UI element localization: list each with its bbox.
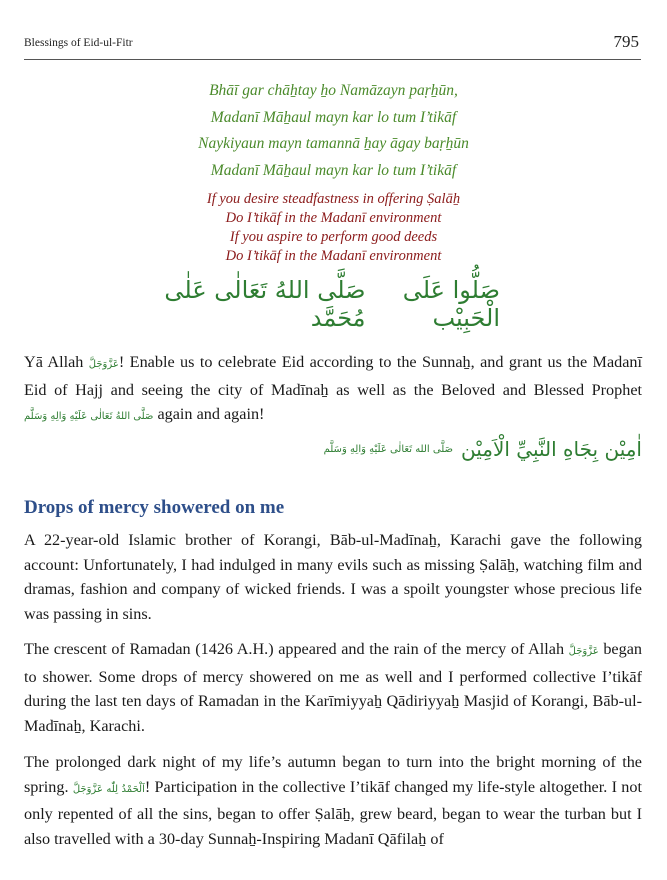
running-title: Blessings of Eid-ul-Fitr [24,37,133,49]
ameen-dua [323,430,642,468]
salat-left: صَلَّى اللهُ تَعَالٰى عَلٰى مُحَمَّد [164,276,366,332]
azza-wa-jall-honorific: عَزَّوَجَلَّ [568,646,599,657]
poem-line: Madanī Māẖaul mayn kar lo tum I’tikāf [210,161,457,179]
body-paragraph-2: The crescent of Ramadan (1426 A.H.) appeared and the rain of the mercy of Allah عَزَّوَجَلَّ began to shower. Some drops of mercy showered on me as well and I performed collective I’tikāf during the last ten days of Ramadan in the Karīmiyyaẖ Qādiriyyaẖ Masjid of Korangi, Bāb-ul-Madīnaẖ, Karachi. [24,640,642,735]
poem-line: Do I’tikāf in the Madanī environment [225,210,442,226]
intro-paragraph: Yā Allah عَزَّوَجَلَّ! Enable us to celebrate Eid according to the Sunnaẖ, and grant us the Madanī Eid of Hajj and seeing the city of Madīnaẖ as well as the Beloved and Blessed Prophet صَلَّى اللهُ تَعَالٰى عَلَيْهِ وَالِهِ وَسَلَّم again and again! [24,353,642,423]
salat-right: صَلُّوا عَلَى الْحَبِيْب [402,276,500,332]
body-paragraph-1: A 22-year-old Islamic brother of Korangi, Bāb-ul-Madīnaẖ, Karachi gave the following account: Unfortunately, I had indulged in many evils such as missing Ṣalāẖ, watching film and dramas, fashion and company of wicked friends. I was a spoilt youngster whose precious life was passing in sins. [24,531,642,623]
salutation-honorific: صَلَّى اللهُ تَعَالٰى عَلَيْهِ وَالِهِ وَسَلَّم [24,411,154,422]
poem-translation [0,190,667,266]
page-header [24,33,641,60]
poem-line: Madanī Māẖaul mayn kar lo tum I’tikāf [210,108,457,126]
ameen-text: اٰمِيْن بِجَاهِ النَّبِيِّ الْاَمِيْن [461,437,642,461]
poem-line: If you aspire to perform good deeds [229,229,438,245]
poem-transliteration [0,78,667,184]
poem-line: Bhāī gar chāẖtay ẖo Namāzayn paṛẖūn, [209,82,458,99]
page-number: 795 [613,32,639,51]
ameen-salutation: صَلَّى الله تَعَالٰى عَلَيْهِ وَالِهِ وَسَلَّم [323,443,454,455]
poem-line: If you desire steadfastness in offering Ṣalāẖ [206,191,461,207]
azza-wa-jall-honorific: عَزَّوَجَلَّ [88,359,119,370]
alhamdulillah-honorific: اَلْحَمْدُ لِلّٰه عَزَّوَجَلَّ [72,783,145,795]
poem-line: Naykiyaun mayn tamannā ẖay āgay baṛẖūn [198,135,469,152]
section-heading: Drops of mercy showered on me [24,497,285,518]
body-paragraph-3: The prolonged dark night of my life’s autumn began to turn into the bright morning of the spring. اَلْحَمْدُ لِلّٰه عَزَّوَجَلَّ! Participation in the collective I’tikāf changed my life-style altogether. I not only repented of all the sins, began to offer Ṣalāẖ, grew beard, began to wear the turban but I also travelled with a 30-day Sunnaẖ-Inspiring Madanī Qāfilaẖ of [24,753,642,848]
poem-line: Do I’tikāf in the Madanī environment [225,248,442,264]
salat-calligraphy [160,276,500,332]
